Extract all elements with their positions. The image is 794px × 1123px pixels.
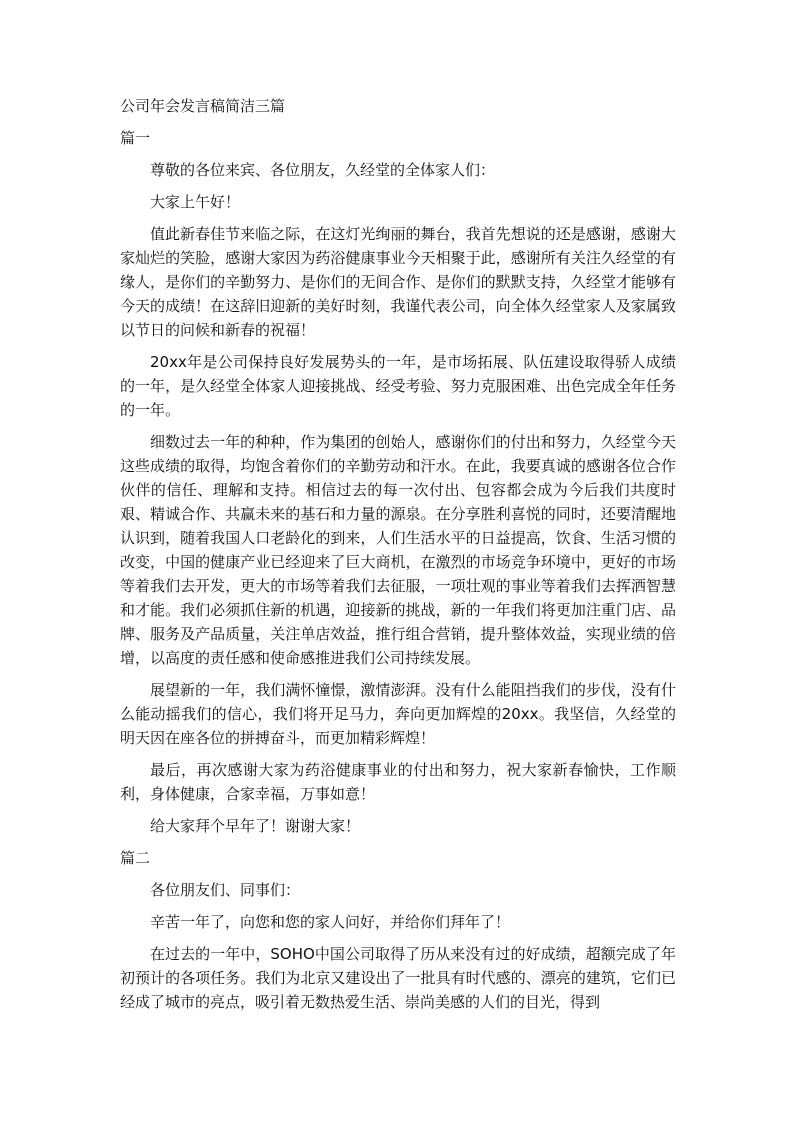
greeting: 辛苦一年了，向您和您的家人问好，并给你们拜年了！ — [150, 913, 511, 931]
closing-line: 给大家拜个早年了！谢谢大家！ — [150, 817, 361, 835]
body-paragraph: 值此新春佳节来临之际，在这灯光绚丽的舞台，我首先想说的还是感谢，感谢大家灿烂的笑脸，感谢大家因为药浴健康事业今天相聚于此，感谢所有关注久经堂的有缘人，是你们的辛勤努力、是你们的无间合作、是你们的默默支持，久经堂才能够有今天的成绩！在这辞旧迎新的美好时刻，我谨代表公司，向全体久经堂家人及家属致以节日的问候和新春的祝福！ — [120, 225, 676, 339]
greeting: 大家上午好！ — [150, 193, 241, 211]
document-title: 公司年会发言稿简洁三篇 — [120, 97, 286, 115]
section-1 — [120, 126, 676, 838]
body-paragraph: 在过去的一年中，SOHO中国公司取得了历从来没有过的好成绩，超额完成了年初预计的各项任务。我们为北京又建设出了一批具有时代感的、漂亮的建筑，它们已经成了城市的亮点，吸引着无数热爱生活、崇尚美感的人们的目光，得到 — [120, 945, 676, 1011]
section-heading: 篇二 — [120, 849, 151, 867]
salutation: 各位朋友们、同事们： — [150, 881, 301, 899]
section-2 — [120, 846, 676, 1014]
section-heading: 篇一 — [120, 129, 151, 147]
body-paragraph: 展望新的一年，我们满怀憧憬，激情澎湃。没有什么能阻挡我们的步伐，没有什么能动摇我们的信心，我们将开足马力，奔向更加辉煌的20xx。我坚信，久经堂的明天因在座各位的拼搏奋斗，而更加精彩辉煌！ — [120, 681, 676, 747]
document-page — [120, 94, 676, 1022]
body-paragraph: 最后，再次感谢大家为药浴健康事业的付出和努力，祝大家新春愉快，工作顺利，身体健康，合家幸福，万事如意！ — [120, 761, 676, 803]
salutation: 尊敬的各位来宾、各位朋友，久经堂的全体家人们： — [150, 161, 496, 179]
body-paragraph: 细数过去一年的种种，作为集团的创始人，感谢你们的付出和努力，久经堂今天这些成绩的取得，均饱含着你们的辛勤劳动和汗水。在此，我要真诚的感谢各位合作伙伴的信任、理解和支持。相信过去的每一次付出、包容都会成为今后我们共度时艰、精诚合作、共赢未来的基石和力量的源泉。在分享胜利喜悦的同时，还要清醒地认识到，随着我国人口老龄化的到来，人们生活水平的日益提高，饮食、生活习惯的改变，中国的健康产业已经迎来了巨大商机，在激烈的市场竞争环境中，更好的市场等着我们去开发，更大的市场等着我们去征服，一项壮观的事业等着我们去挥洒智慧和才能。我们必须抓住新的机遇，迎接新的挑战，新的一年我们将更加注重门店、品牌、服务及产品质量，关注单店效益，推行组合营销，提升整体效益，实现业绩的倍增，以高度的责任感和使命感推进我们公司持续发展。 — [120, 433, 676, 667]
body-paragraph: 20xx年是公司保持良好发展势头的一年，是市场拓展、队伍建设取得骄人成绩的一年，是久经堂全体家人迎接挑战、经受考验、努力克服困难、出色完成全年任务的一年。 — [120, 353, 676, 419]
